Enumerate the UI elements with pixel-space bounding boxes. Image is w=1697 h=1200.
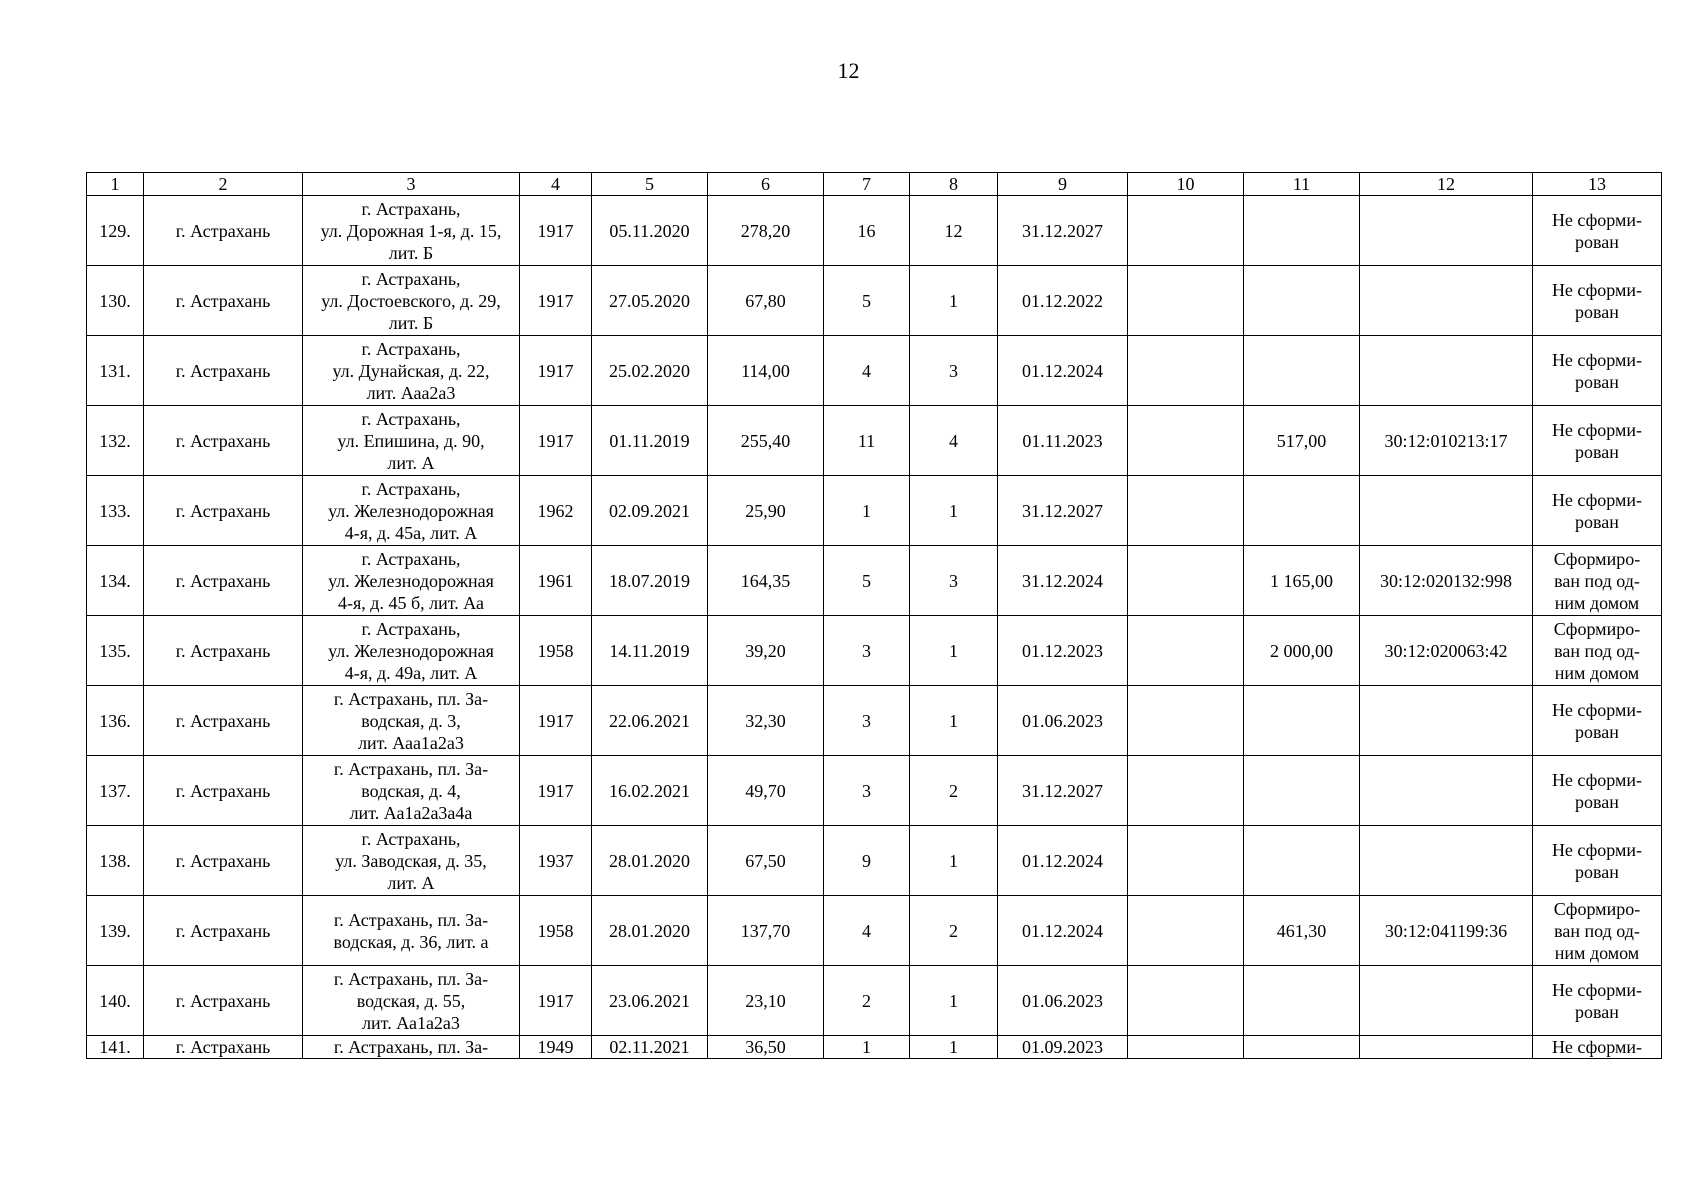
table-row [87,616,1662,686]
status-cell-line: ван под од- [1554,570,1640,591]
table-row [87,756,1662,826]
col8-cell: 1 [910,266,998,336]
address-cell [303,406,520,476]
area-cell: 67,80 [708,266,824,336]
address-cell-line: 4-я, д. 45 б, лит. Аа [338,592,484,613]
col8-cell: 1 [910,616,998,686]
col11-cell [1244,196,1360,266]
city-cell: г. Астрахань [144,336,303,406]
status-cell-line: рован [1575,231,1619,252]
row-number: 130. [87,266,144,336]
address-cell-line: ул. Заводская, д. 35, [335,850,487,871]
col11-cell [1244,686,1360,756]
status-cell-line: ним домом [1554,942,1640,963]
address-cell-line: ул. Дунайская, д. 22, [332,360,490,381]
status-cell-line: ван под од- [1554,920,1640,941]
col8-cell: 3 [910,336,998,406]
address-cell-line: г. Астрахань, [361,408,461,429]
address-cell-line: ул. Дорожная 1-я, д. 15, [320,220,502,241]
col7-cell: 3 [824,686,910,756]
status-cell-line: рован [1575,1001,1619,1022]
col10-cell [1128,966,1244,1036]
address-cell-line: водская, д. 36, лит. а [333,931,489,952]
address-cell-line: водская, д. 3, [361,710,461,731]
page-number: 12 [837,58,860,83]
status-cell-line: Не сформи- [1551,209,1643,230]
table-row [87,196,1662,266]
table-row [87,546,1662,616]
col10-cell [1128,266,1244,336]
status-cell-line: ним домом [1554,592,1640,613]
col7-cell: 2 [824,966,910,1036]
year-cell: 1917 [520,756,592,826]
col8-cell: 1 [910,686,998,756]
area-cell: 23,10 [708,966,824,1036]
city-cell: г. Астрахань [144,686,303,756]
deadline-cell: 01.12.2024 [998,336,1128,406]
year-cell: 1917 [520,266,592,336]
column-number-2: 2 [144,173,303,196]
address-cell-line: 4-я, д. 49а, лит. А [344,662,478,683]
date-cell: 18.07.2019 [592,546,708,616]
row-number: 140. [87,966,144,1036]
address-cell-line: г. Астрахань, [361,268,461,289]
address-cell-line: г. Астрахань, [361,478,461,499]
city-cell: г. Астрахань [144,756,303,826]
address-cell-line: лит. Аа1а2а3 [362,1012,460,1033]
area-cell: 278,20 [708,196,824,266]
status-cell-line: рован [1575,721,1619,742]
date-cell: 05.11.2020 [592,196,708,266]
col11-cell: 461,30 [1244,896,1360,966]
col11-cell [1244,266,1360,336]
year-cell: 1917 [520,196,592,266]
col10-cell [1128,896,1244,966]
status-cell [1533,756,1662,826]
row-number: 137. [87,756,144,826]
address-cell-line: водская, д. 4, [361,780,461,801]
area-cell: 39,20 [708,616,824,686]
cadastral-number-cell [1360,966,1533,1036]
address-cell [303,686,520,756]
address-cell-line: лит. Ааа1а2а3 [358,732,464,753]
city-cell: г. Астрахань [144,826,303,896]
status-cell-line: Не сформи- [1551,839,1643,860]
status-cell-line: рован [1575,441,1619,462]
year-cell: 1917 [520,406,592,476]
status-cell [1533,546,1662,616]
col8-cell: 4 [910,406,998,476]
column-number-1: 1 [87,173,144,196]
status-cell [1533,896,1662,966]
column-number-12: 12 [1360,173,1533,196]
status-cell [1533,966,1662,1036]
city-cell: г. Астрахань [144,476,303,546]
deadline-cell: 01.12.2023 [998,616,1128,686]
area-cell: 49,70 [708,756,824,826]
address-cell-line: лит. Ааа2а3 [366,382,456,403]
address-cell [303,336,520,406]
col11-cell: 2 000,00 [1244,616,1360,686]
cadastral-number-cell [1360,266,1533,336]
status-cell-line: Сформиро- [1553,618,1641,639]
status-cell [1533,686,1662,756]
col11-cell [1244,336,1360,406]
status-cell-line: Не сформи- [1551,279,1643,300]
date-cell: 25.02.2020 [592,336,708,406]
status-cell-line: Сформиро- [1553,548,1641,569]
status-cell-line: рован [1575,371,1619,392]
col10-cell [1128,476,1244,546]
column-number-9: 9 [998,173,1128,196]
col7-cell: 9 [824,826,910,896]
status-cell [1533,616,1662,686]
city-cell: г. Астрахань [144,546,303,616]
col7-cell: 1 [824,1036,910,1059]
status-cell-line: рован [1575,511,1619,532]
cadastral-number-cell [1360,826,1533,896]
column-number-8: 8 [910,173,998,196]
column-number-4: 4 [520,173,592,196]
col10-cell [1128,686,1244,756]
status-cell-line: Не сформи- [1551,489,1643,510]
city-cell: г. Астрахань [144,896,303,966]
deadline-cell: 01.09.2023 [998,1036,1128,1059]
area-cell: 114,00 [708,336,824,406]
status-cell-line: Сформиро- [1553,898,1641,919]
address-cell-line: ул. Железнодорожная [328,640,494,661]
col8-cell: 2 [910,896,998,966]
col8-cell: 1 [910,1036,998,1059]
status-cell [1533,826,1662,896]
col7-cell: 4 [824,336,910,406]
address-cell [303,826,520,896]
col10-cell [1128,1036,1244,1059]
deadline-cell: 31.12.2024 [998,546,1128,616]
col7-cell: 11 [824,406,910,476]
row-number: 138. [87,826,144,896]
column-number-10: 10 [1128,173,1244,196]
col11-cell [1244,476,1360,546]
column-number-11: 11 [1244,173,1360,196]
address-cell-line: ул. Железнодорожная [328,500,494,521]
deadline-cell: 01.06.2023 [998,686,1128,756]
address-cell-line: г. Астрахань, [361,338,461,359]
col10-cell [1128,196,1244,266]
address-cell [303,966,520,1036]
date-cell: 23.06.2021 [592,966,708,1036]
address-cell [303,196,520,266]
cadastral-number-cell: 30:12:020063:42 [1360,616,1533,686]
year-cell: 1961 [520,546,592,616]
table-row [87,336,1662,406]
status-cell [1533,406,1662,476]
status-cell-line: Не сформи- [1551,769,1643,790]
address-cell-line: лит. Аа1а2а3а4а [349,802,473,823]
year-cell: 1962 [520,476,592,546]
year-cell: 1958 [520,896,592,966]
col10-cell [1128,756,1244,826]
col11-cell [1244,1036,1360,1059]
status-cell-line: рован [1575,301,1619,322]
col11-cell: 517,00 [1244,406,1360,476]
year-cell: 1958 [520,616,592,686]
deadline-cell: 01.12.2022 [998,266,1128,336]
area-cell: 67,50 [708,826,824,896]
col11-cell [1244,966,1360,1036]
column-number-7: 7 [824,173,910,196]
address-cell [303,476,520,546]
city-cell: г. Астрахань [144,266,303,336]
area-cell: 36,50 [708,1036,824,1059]
address-cell-line: г. Астрахань, [361,828,461,849]
status-cell-line: Не сформи- [1551,1037,1643,1057]
address-cell-line: 4-я, д. 45а, лит. А [344,522,478,543]
city-cell: г. Астрахань [144,196,303,266]
deadline-cell: 01.06.2023 [998,966,1128,1036]
address-cell-line: г. Астрахань, [361,198,461,219]
status-cell-line: Не сформи- [1551,349,1643,370]
row-number: 141. [87,1036,144,1059]
deadline-cell: 01.11.2023 [998,406,1128,476]
status-cell-line: рован [1575,861,1619,882]
city-cell: г. Астрахань [144,1036,303,1059]
area-cell: 32,30 [708,686,824,756]
address-cell-line: ул. Железнодорожная [328,570,494,591]
col10-cell [1128,406,1244,476]
col7-cell: 1 [824,476,910,546]
date-cell: 27.05.2020 [592,266,708,336]
cadastral-number-cell [1360,1036,1533,1059]
address-cell [303,266,520,336]
col10-cell [1128,616,1244,686]
area-cell: 137,70 [708,896,824,966]
cadastral-number-cell: 30:12:010213:17 [1360,406,1533,476]
col8-cell: 1 [910,966,998,1036]
cadastral-number-cell [1360,686,1533,756]
col10-cell [1128,826,1244,896]
date-cell: 02.09.2021 [592,476,708,546]
status-cell-line: ван под од- [1554,640,1640,661]
col7-cell: 16 [824,196,910,266]
column-number-13: 13 [1533,173,1662,196]
table-row [87,406,1662,476]
address-cell-line: лит. А [387,452,435,473]
row-number: 129. [87,196,144,266]
cadastral-number-cell [1360,476,1533,546]
deadline-cell: 31.12.2027 [998,196,1128,266]
status-cell [1533,196,1662,266]
row-number: 139. [87,896,144,966]
city-cell: г. Астрахань [144,966,303,1036]
col10-cell [1128,546,1244,616]
deadline-cell: 01.12.2024 [998,826,1128,896]
area-cell: 255,40 [708,406,824,476]
col8-cell: 3 [910,546,998,616]
status-cell-line: Не сформи- [1551,979,1643,1000]
row-number: 132. [87,406,144,476]
address-cell-line: г. Астрахань, пл. За- [333,688,489,709]
city-cell: г. Астрахань [144,616,303,686]
year-cell: 1917 [520,336,592,406]
date-cell: 22.06.2021 [592,686,708,756]
col8-cell: 1 [910,476,998,546]
address-cell-line: ул. Епишина, д. 90, [337,430,485,451]
date-cell: 02.11.2021 [592,1036,708,1059]
col7-cell: 3 [824,616,910,686]
row-number: 131. [87,336,144,406]
column-number-5: 5 [592,173,708,196]
col7-cell: 3 [824,756,910,826]
address-cell-line: лит. А [387,872,435,893]
cadastral-number-cell [1360,196,1533,266]
registry-table [86,172,1662,1059]
deadline-cell: 31.12.2027 [998,476,1128,546]
col11-cell [1244,756,1360,826]
cadastral-number-cell: 30:12:020132:998 [1360,546,1533,616]
year-cell: 1917 [520,686,592,756]
date-cell: 16.02.2021 [592,756,708,826]
year-cell: 1937 [520,826,592,896]
address-cell-line: г. Астрахань, пл. За- [333,1037,489,1057]
status-cell-line: рован [1575,791,1619,812]
status-cell [1533,336,1662,406]
col7-cell: 4 [824,896,910,966]
table-body [87,173,1662,1059]
date-cell: 28.01.2020 [592,826,708,896]
col10-cell [1128,336,1244,406]
table-row [87,476,1662,546]
table-row [87,826,1662,896]
city-cell: г. Астрахань [144,406,303,476]
table-row [87,686,1662,756]
status-cell [1533,476,1662,546]
date-cell: 14.11.2019 [592,616,708,686]
column-number-row [87,173,1662,196]
address-cell [303,1036,520,1059]
row-number: 135. [87,616,144,686]
address-cell [303,546,520,616]
col11-cell: 1 165,00 [1244,546,1360,616]
address-cell [303,896,520,966]
cadastral-number-cell [1360,756,1533,826]
year-cell: 1917 [520,966,592,1036]
deadline-cell: 01.12.2024 [998,896,1128,966]
year-cell: 1949 [520,1036,592,1059]
address-cell-line: лит. Б [388,312,434,333]
status-cell-line: Не сформи- [1551,419,1643,440]
col7-cell: 5 [824,546,910,616]
row-number: 136. [87,686,144,756]
col8-cell: 12 [910,196,998,266]
address-cell-line: водская, д. 55, [356,990,466,1011]
status-cell-line: ним домом [1554,662,1640,683]
row-number: 133. [87,476,144,546]
status-cell [1533,266,1662,336]
status-cell [1533,1036,1662,1059]
status-cell-line: Не сформи- [1551,699,1643,720]
address-cell [303,756,520,826]
address-cell-line: лит. Б [388,242,434,263]
deadline-cell: 31.12.2027 [998,756,1128,826]
column-number-6: 6 [708,173,824,196]
cadastral-number-cell: 30:12:041199:36 [1360,896,1533,966]
table-row [87,966,1662,1036]
address-cell-line: ул. Достоевского, д. 29, [321,290,501,311]
area-cell: 164,35 [708,546,824,616]
col7-cell: 5 [824,266,910,336]
table-row [87,896,1662,966]
date-cell: 28.01.2020 [592,896,708,966]
row-number: 134. [87,546,144,616]
table-row [87,1036,1662,1059]
cadastral-number-cell [1360,336,1533,406]
area-cell: 25,90 [708,476,824,546]
address-cell-line: г. Астрахань, пл. За- [333,758,489,779]
address-cell-line: г. Астрахань, пл. За- [333,968,489,989]
col8-cell: 2 [910,756,998,826]
col8-cell: 1 [910,826,998,896]
address-cell-line: г. Астрахань, пл. За- [333,909,489,930]
column-number-3: 3 [303,173,520,196]
date-cell: 01.11.2019 [592,406,708,476]
table-row [87,266,1662,336]
col11-cell [1244,826,1360,896]
address-cell-line: г. Астрахань, [361,548,461,569]
address-cell [303,616,520,686]
address-cell-line: г. Астрахань, [361,618,461,639]
